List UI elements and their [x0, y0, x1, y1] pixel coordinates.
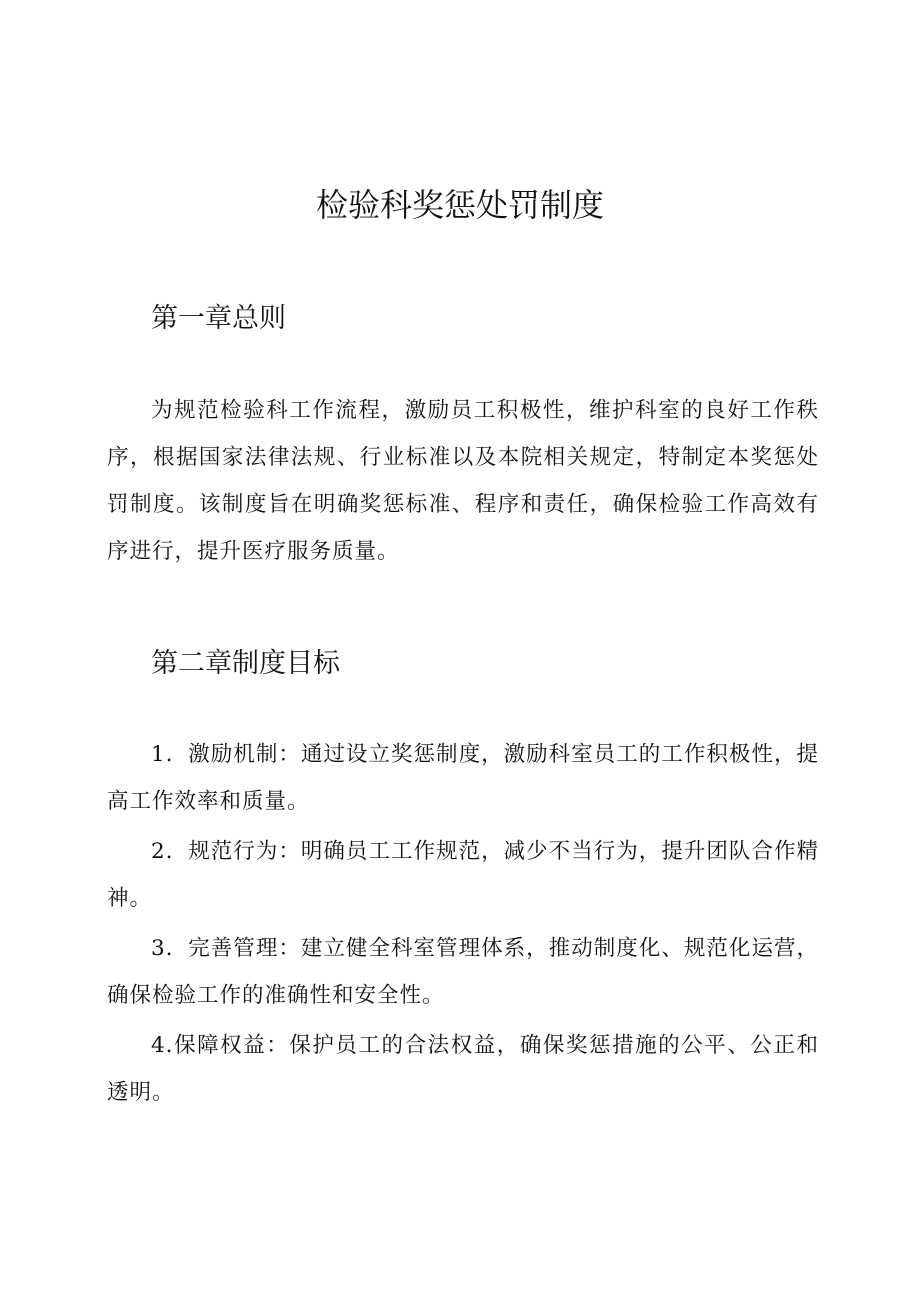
- chapter-heading-general: 第一章总则: [151, 303, 286, 334]
- chapter-heading-objectives: 第二章制度目标: [151, 648, 340, 679]
- objective-item-rights: 4.保障权益：保护员工的合法权益，确保奖惩措施的公平、公正和透明。: [107, 1033, 819, 1105]
- objective-item-management: 3．完善管理：建立健全科室管理体系，推动制度化、规范化运营，确保检验工作的准确性和安全性。: [107, 936, 819, 1008]
- objective-item-incentive: 1．激励机制：通过设立奖惩制度，激励科室员工的工作积极性，提高工作效率和质量。: [107, 742, 819, 814]
- general-provisions-paragraph: 为规范检验科工作流程，激励员工积极性，维护科室的良好工作秩序，根据国家法律法规、行业标准以及本院相关规定，特制定本奖惩处罚制度。该制度旨在明确奖惩标准、程序和责任，确保检验工作高效有序进行，提升医疗服务质量。: [107, 398, 819, 564]
- objective-item-conduct: 2．规范行为：明确员工工作规范，减少不当行为，提升团队合作精神。: [107, 839, 819, 911]
- document-title: 检验科奖惩处罚制度: [315, 186, 604, 224]
